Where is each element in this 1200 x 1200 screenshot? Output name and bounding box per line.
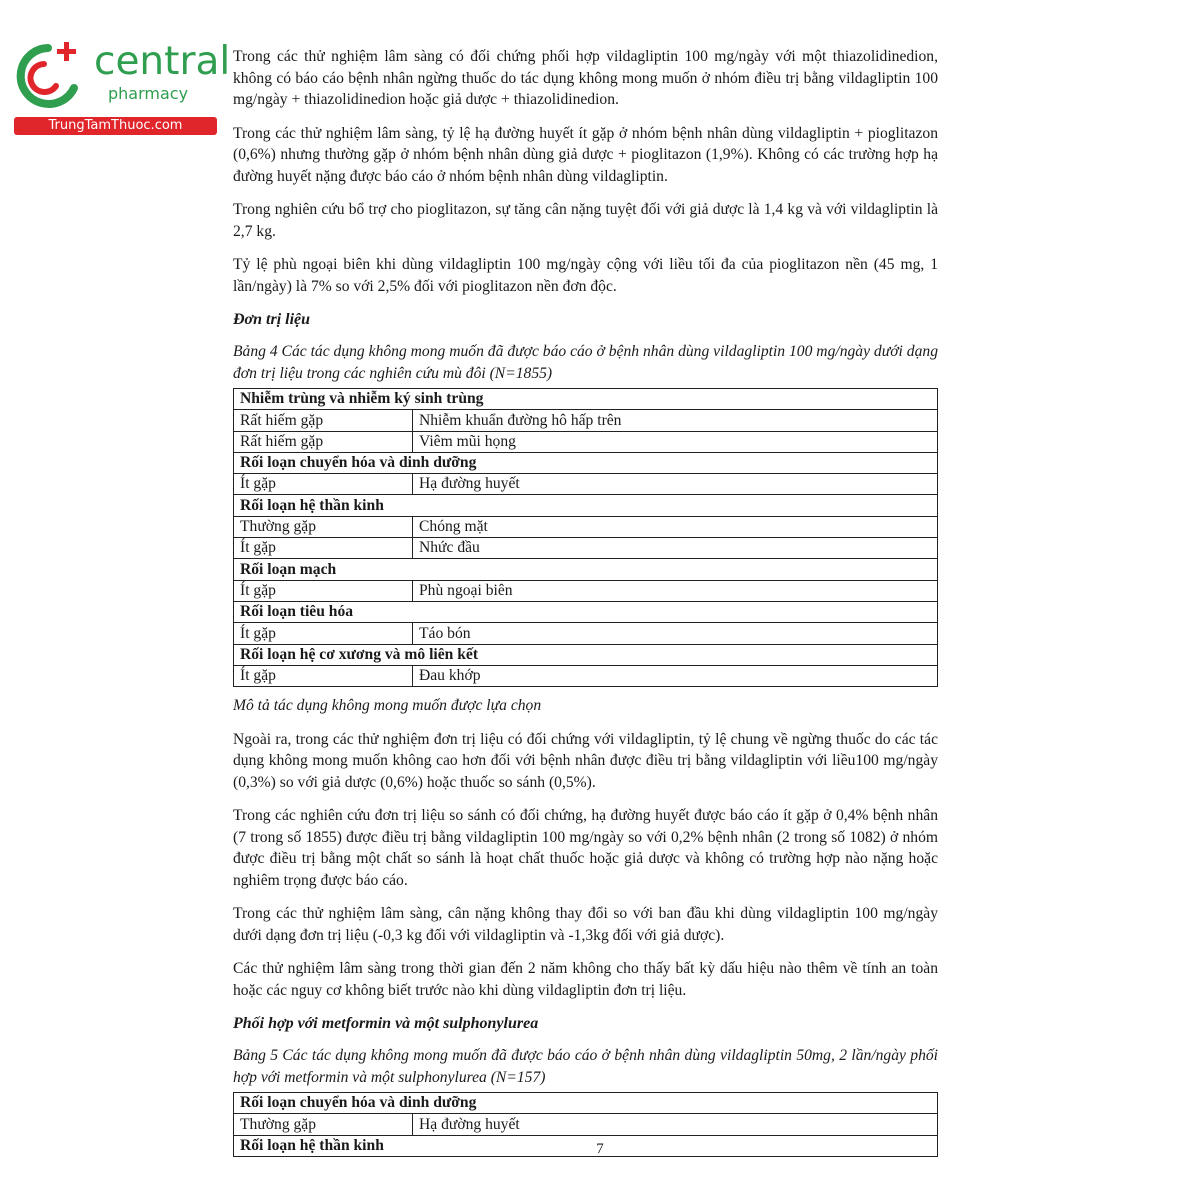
effect-cell: Nhức đầu — [413, 538, 938, 559]
frequency-cell: Ít gặp — [234, 580, 413, 601]
table-group-row — [234, 452, 938, 473]
effect-cell: Viêm mũi họng — [413, 431, 938, 452]
table-row — [234, 538, 938, 559]
effect-cell: Đau khớp — [413, 665, 938, 686]
table-row — [234, 665, 938, 686]
section-heading: Đơn trị liệu — [233, 311, 311, 328]
group-cell: Rối loạn chuyển hóa và dinh dưỡng — [234, 452, 938, 473]
group-cell: Rối loạn hệ thần kinh — [234, 1135, 938, 1156]
table-group-row — [234, 601, 938, 622]
paragraph: Trong các thử nghiệm lâm sàng có đối chứng phối hợp vildagliptin 100 mg/ngày với một thiazolidinedion, không có báo cáo bệnh nhân ngừng thuốc do tác dụng không mong muốn ở nhóm điều trị bằng vildagliptin 100 mg/ngày + thiazolidinedion hoặc giả dược + thiazolidinedion. — [233, 48, 938, 108]
group-cell: Nhiễm trùng và nhiễm ký sinh trùng — [234, 389, 938, 410]
table-group-row — [234, 559, 938, 580]
frequency-cell: Thường gặp — [234, 1114, 413, 1135]
paragraph: Trong các thử nghiệm lâm sàng, cân nặng không thay đổi so với ban đầu khi dùng vildagliptin 100 mg/ngày dưới dạng đơn trị liệu (-0,3 kg đối với vildagliptin và -1,3kg đối với giả dược). — [233, 905, 938, 944]
logo-sub-text: pharmacy — [108, 84, 189, 103]
table-caption: Bảng 5 Các tác dụng không mong muốn đã được báo cáo ở bệnh nhân dùng vildagliptin 50mg, 2 lần/ngày phối hợp với metformin và một sulphonylurea (N=157) — [233, 1047, 938, 1086]
table-row — [234, 516, 938, 537]
adverse-effects-table-4 — [233, 388, 938, 687]
group-cell: Rối loạn tiêu hóa — [234, 601, 938, 622]
effect-cell: Táo bón — [413, 623, 938, 644]
frequency-cell: Thường gặp — [234, 516, 413, 537]
table-row — [234, 410, 938, 431]
group-cell: Rối loạn hệ cơ xương và mô liên kết — [234, 644, 938, 665]
paragraph: Ngoài ra, trong các thử nghiệm đơn trị liệu có đối chứng với vildagliptin, tỷ lệ chung về ngừng thuốc do các tác dụng không mong muốn không cao hơn đối với bệnh nhân được điều trị bằng vildagliptin với liều100 mg/ngày (0,3%) so với giả dược (0,6%) hoặc thuốc so sánh (0,5%). — [233, 730, 938, 791]
table-group-row — [234, 389, 938, 410]
paragraph: Trong các thử nghiệm lâm sàng, tỷ lệ hạ đường huyết ít gặp ở nhóm bệnh nhân dùng vildagliptin + pioglitazon (0,6%) nhưng thường gặp ở nhóm bệnh nhân dùng giả dược + pioglitazon (1,9%). Không có các trường hợp hạ đường huyết nặng được báo cáo ở nhóm bệnh nhân dùng vildagliptin. — [233, 124, 938, 185]
table-group-row — [234, 644, 938, 665]
pharmacy-logo — [8, 36, 231, 136]
frequency-cell: Ít gặp — [234, 623, 413, 644]
paragraph: Tỷ lệ phù ngoại biên khi dùng vildagliptin 100 mg/ngày cộng với liều tối đa của pioglitazon nền (45 mg, 1 lần/ngày) là 7% so với 2,5% đối với pioglitazon nền đơn độc. — [233, 256, 938, 295]
effect-cell: Hạ đường huyết — [413, 1114, 938, 1135]
frequency-cell: Ít gặp — [234, 538, 413, 559]
frequency-cell: Ít gặp — [234, 474, 413, 495]
frequency-cell: Rất hiếm gặp — [234, 410, 413, 431]
section-heading: Phối hợp với metformin và một sulphonylurea — [233, 1015, 539, 1033]
page-number: 7 — [596, 1141, 604, 1157]
paragraph: Trong nghiên cứu bổ trợ cho pioglitazon, sự tăng cân nặng tuyệt đối với giả dược là 1,4 kg và với vildagliptin là 2,7 kg. — [233, 201, 938, 240]
effect-cell: Phù ngoại biên — [413, 580, 938, 601]
table-row — [234, 431, 938, 452]
document-body — [233, 46, 938, 1157]
table-row — [234, 474, 938, 495]
group-cell: Rối loạn mạch — [234, 559, 938, 580]
paragraph: Các thử nghiệm lâm sàng trong thời gian đến 2 năm không cho thấy bất kỳ dấu hiệu nào thêm về tính an toàn hoặc các nguy cơ không biết trước nào khi dùng vildagliptin đơn trị liệu. — [233, 960, 938, 999]
table-row — [234, 623, 938, 644]
logo-banner[interactable]: TrungTamThuoc.com — [14, 117, 217, 135]
frequency-cell: Rất hiếm gặp — [234, 431, 413, 452]
effect-cell: Hạ đường huyết — [413, 474, 938, 495]
table-row — [234, 580, 938, 601]
subsection-title: Mô tả tác dụng không mong muốn được lựa chọn — [233, 697, 542, 715]
group-cell: Rối loạn chuyển hóa và dinh dưỡng — [234, 1093, 938, 1114]
table-group-row — [234, 1093, 938, 1114]
table-group-row — [234, 495, 938, 516]
table-caption: Bảng 4 Các tác dụng không mong muốn đã được báo cáo ở bệnh nhân dùng vildagliptin 100 mg/ngày dưới dạng đơn trị liệu trong các nghiên cứu mù đôi (N=1855) — [233, 343, 938, 382]
effect-cell: Chóng mặt — [413, 516, 938, 537]
frequency-cell: Ít gặp — [234, 665, 413, 686]
logo-brand-text: central — [94, 39, 231, 84]
table-row — [234, 1114, 938, 1135]
paragraph: Trong các nghiên cứu đơn trị liệu so sánh có đối chứng, hạ đường huyết được báo cáo ít gặp ở 0,4% bệnh nhân (7 trong số 1855) được điều trị bằng vildagliptin 100 mg/ngày so với 0,2% bệnh nhân (2 trong số 1082) ở nhóm được điều trị bằng một chất so sánh là hoạt chất thuốc hoặc giả dược và không có trường hợp nào nặng hoặc nghiêm trọng được báo cáo. — [233, 807, 938, 889]
group-cell: Rối loạn hệ thần kinh — [234, 495, 938, 516]
effect-cell: Nhiễm khuẩn đường hô hấp trên — [413, 410, 938, 431]
central-logo-icon — [8, 36, 94, 116]
